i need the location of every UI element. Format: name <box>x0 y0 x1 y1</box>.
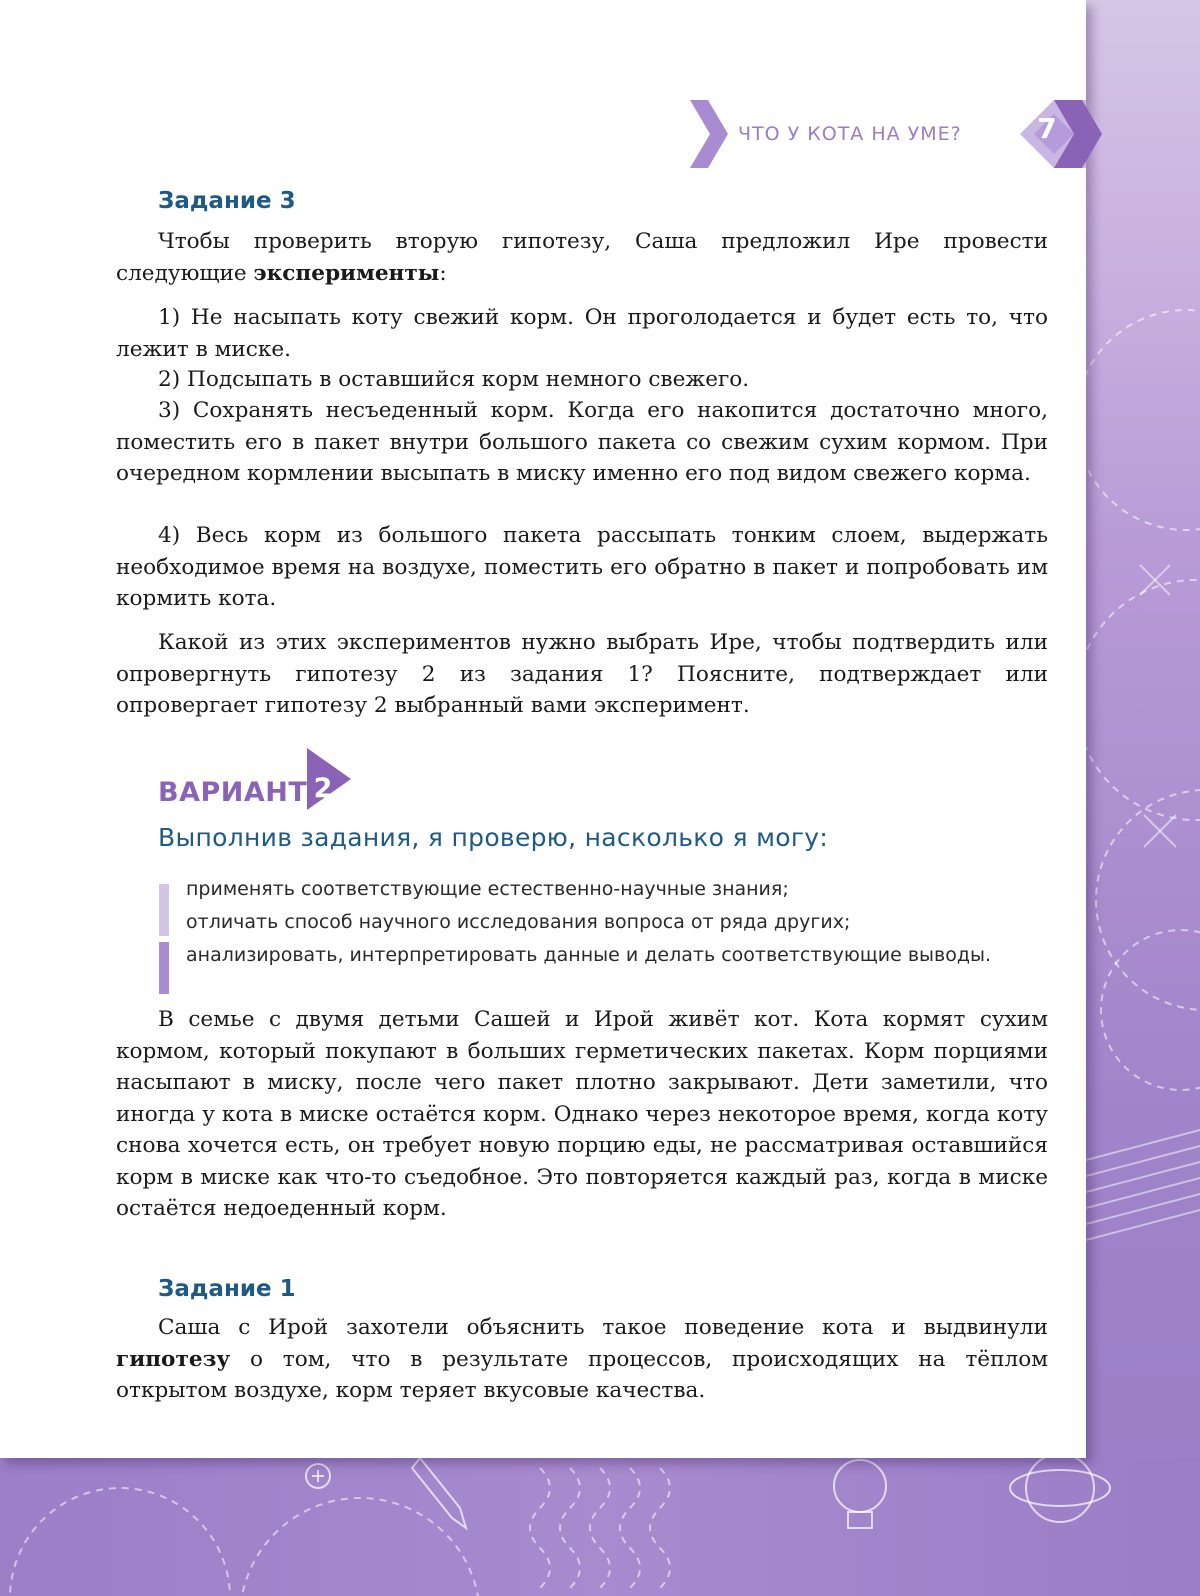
decorative-science-icons <box>0 1458 1200 1596</box>
skills-bar-light <box>159 884 169 936</box>
task1-text-start: Саша с Ирой захотели объяснить такое поведение кота и выдвинули <box>158 1315 1048 1340</box>
task3-intro-keyword: эксперименты <box>253 260 440 286</box>
task3-item-1: 1) Не насыпать коту свежий корм. Он проголодается и будет есть то, что лежит в миске. <box>116 305 1048 362</box>
task3-intro <box>116 226 1048 289</box>
page-number: 7 <box>1037 112 1057 145</box>
story-paragraph: В семье с двумя детьми Сашей и Ирой живёт кот. Кота кормят сухим кормом, который покупают в больших герметических пакетах. Корм порциями насыпают в миску, после чего пакет плотно закрывают. Дети заметили, что иногда у кота в миске остаётся корм. Однако через некоторое время, когда коту снова хочется есть, он требует новую порцию еды, не рассматривая оставшийся корм в миске как что-то съедобное. Это повторяется каждый раз, когда в миске остаётся недоеденный корм. <box>116 1007 1048 1221</box>
task3-title: Задание 3 <box>158 188 296 214</box>
decorative-bottom-band <box>0 1458 1200 1596</box>
task1-title: Задание 1 <box>158 1276 296 1302</box>
task3-question: Какой из этих экспериментов нужно выбрать Ире, чтобы подтвердить или опровергнуть гипотезу 2 из задания 1? Поясните, подтверждает или опровергает гипотезу 2 выбранный вами эксперимент. <box>116 630 1048 718</box>
skills-bar-dark <box>159 942 169 994</box>
task1-text <box>116 1312 1048 1407</box>
running-title: ЧТО У КОТА НА УМЕ? <box>738 123 962 145</box>
variant-label: ВАРИАНТ <box>158 777 308 808</box>
decorative-side-band <box>1086 0 1200 1596</box>
skills-intro: Выполнив задания, я проверю, насколько я могу: <box>158 823 829 852</box>
skill-item-3: анализировать, интерпретировать данные и делать соответствующие выводы. <box>186 944 992 966</box>
skill-item-1: применять соответствующие естественно-научные знания; <box>186 878 789 900</box>
task3-intro-colon: : <box>439 260 447 286</box>
variant-number: 2 <box>313 773 333 804</box>
task1-keyword: гипотезу <box>116 1346 231 1372</box>
task1-text-end: о том, что в результате процессов, происходящих на тёплом открытом воздухе, корм теряет вкусовые качества. <box>116 1346 1048 1403</box>
task3-item-3: 3) Сохранять несъеденный корм. Когда его накопится достаточно много, поместить его в пакет внутри большого пакета со свежим сухим кормом. При очередном кормлении высыпать в миску именно его под видом свежего корма. <box>116 398 1048 486</box>
decorative-pattern <box>1086 0 1200 1596</box>
task3-intro-text: Чтобы проверить вторую гипотезу, Саша предложил Ире провести следующие <box>116 229 1048 286</box>
skill-item-2: отличать способ научного исследования вопроса от ряда других; <box>186 911 851 933</box>
task3-item-4: 4) Весь корм из большого пакета рассыпать тонким слоем, выдержать необходимое время на воздухе, поместить его обратно в пакет и попробовать им кормить кота. <box>116 523 1048 611</box>
task3-item-2: 2) Подсыпать в оставшийся корм немного свежего. <box>158 367 750 392</box>
